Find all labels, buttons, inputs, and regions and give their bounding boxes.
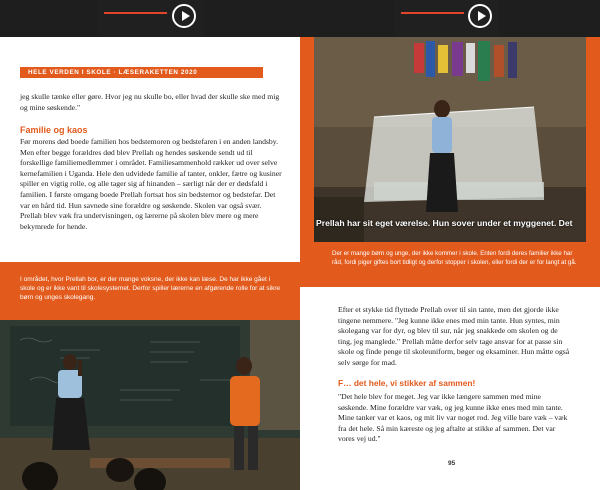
left-intro-text: jeg skulle tænke eller gøre. Hvor jeg nu skulle bo, eller hvad der skulle ske med mig og mine søskende." — [20, 92, 280, 112]
video-progress-line — [104, 12, 167, 14]
left-body-paragraph: Før morens død boede familien hos bedstemoren og bedstefaren i en anden landsby. Men efter begge forældres død blev Prellah og hendes søskende sendt ud til forskellige familiemedlemmer i området. Familiesammenhold rækker ud over selve kernefamilien i Uganda. Hele den udvidede familie af tanter, onkler, fætre og kusiner spiller en vigtig rolle, og alle tager sig af hinanden – særligt når der er dødsfald i familien. I første omgang boede Prellah fortsat hos sin bedstemor og bedstefar. Det var en hård tid. Hun savnede sine forældre og søskende. Skolen var også svær. Prellah blev væk fra undervisningen, og lærerne på skolen blev mere og mere bekymrede for hende. — [20, 137, 282, 231]
play-icon[interactable] — [172, 4, 196, 28]
video-bar-right — [395, 0, 499, 37]
classroom-photo — [0, 320, 300, 490]
left-caption-text: I området, hvor Prellah bor, er der mange voksne, der ikke kan læse. De har ikke gået i skole og er ikke vant til skolesystemet. Derfor spiller lærerne en afgørende rolle for at sikre børn og unges skolegang. — [20, 276, 281, 301]
page-header-band: HELE VERDEN I SKOLE · LÆSERAKETTEN 2020 — [20, 67, 263, 78]
play-icon[interactable] — [468, 4, 492, 28]
right-body-paragraph-2: "Det hele blev for meget. Jeg var ikke længere sammen med mine søskende. Mine forældre var væk, og jeg kunne ikke enes med min tante. Mine tanker var et kaos, og mit liv var noget rod. Jeg ville bare væk – væk fra det hele. Så min kæreste og jeg aftalte at stikke af sammen. Det var vores vej ud." — [338, 392, 568, 444]
right-body-paragraph-1: Efter et stykke tid flyttede Prellah over til sin tante, men det gjorde ikke tingene nemmere. "Jeg kunne ikke enes med min tante. Hun syntes, min skolegang var for dyr, og blev til sur, når jeg snakkede om skolen og de ting, jeg manglede." Prellah måtte derfor selv tage ansvar for at passe sin skole og finde penge til skoleuniform, bøger og eksaminer. Hun måtte også selv sørge for mad. — [338, 305, 570, 367]
left-section-heading: Familie og kaos — [20, 125, 88, 135]
bedroom-photo — [314, 37, 586, 242]
video-bar-left — [98, 0, 204, 37]
classroom-illustration — [0, 320, 300, 490]
right-caption-text: Der er mange børn og unge, der ikke kommer i skole. Enten fordi deres familier ikke har råd, fordi piger giftes bort tidligt og derfor stopper i skolen, eller fordi der er for langt at gå. — [332, 250, 577, 266]
right-section-heading: F… det hele, vi stikker af sammen! — [338, 378, 476, 388]
page-number: 95 — [448, 460, 456, 467]
bedroom-illustration — [314, 37, 586, 242]
photo-caption-overlay: Prellah har sit eget værelse. Hun sover under et myggenet. Det — [316, 218, 573, 228]
video-progress-line — [401, 12, 464, 14]
